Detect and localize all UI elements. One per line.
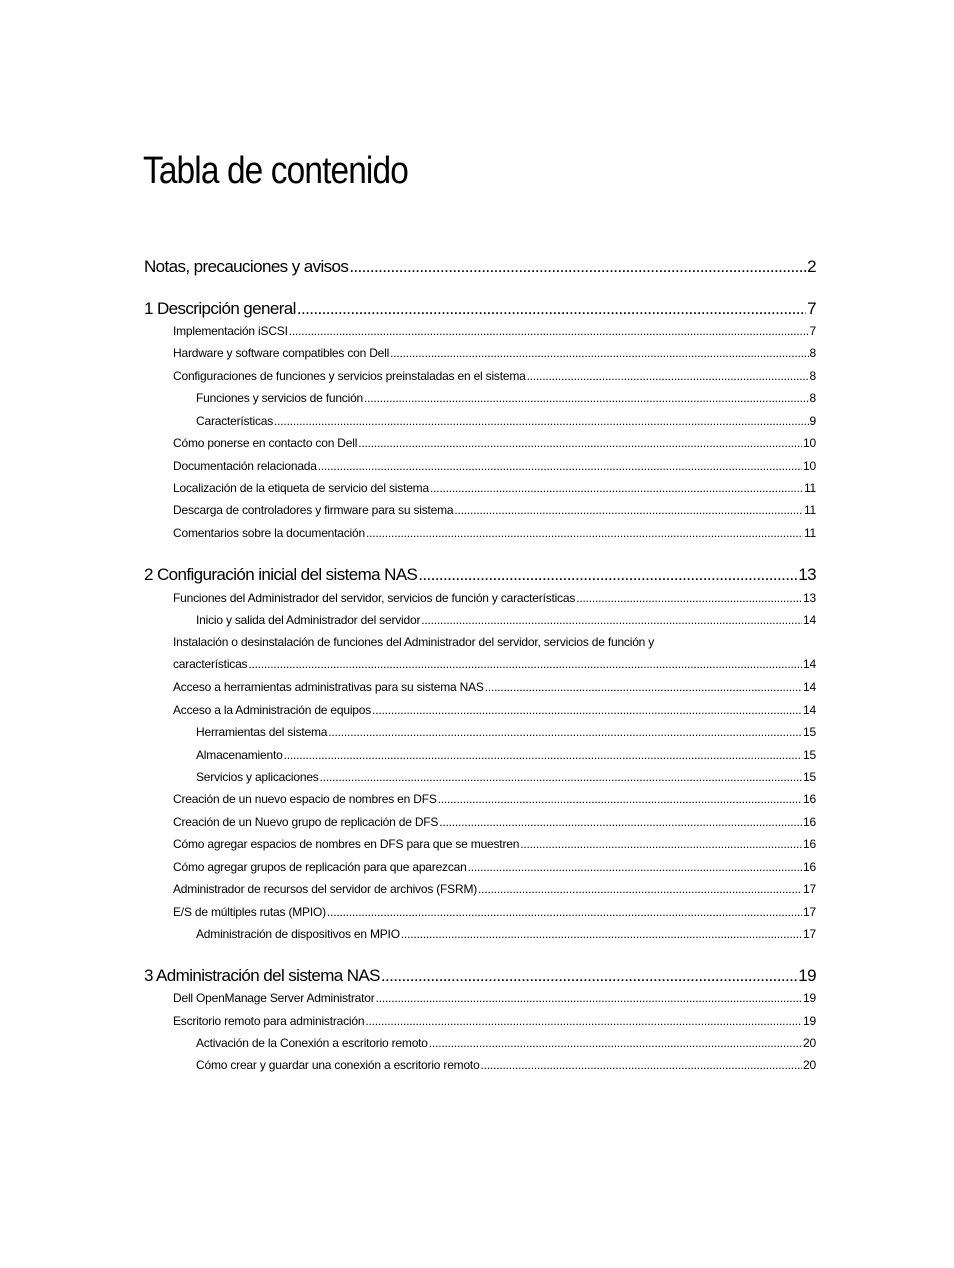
- toc-entry[interactable]: [196, 414, 816, 430]
- toc-entry-page: 2: [807, 257, 816, 276]
- toc-entry-chapter-3[interactable]: [144, 966, 816, 988]
- toc-entry-page: 11: [803, 481, 816, 495]
- toc-entry-label: Implementación iSCSI: [173, 324, 288, 338]
- dot-leader: [454, 503, 803, 517]
- toc-entry-page: 16: [803, 815, 816, 829]
- toc-entry-label: Acceso a la Administración de equipos: [173, 703, 372, 717]
- dot-leader: [390, 346, 808, 360]
- dot-leader: [439, 815, 802, 829]
- dot-leader: [248, 657, 802, 671]
- toc-entry-label: Acceso a herramientas administrativas para su sistema NAS: [173, 680, 484, 694]
- toc-entry-label-wrapped[interactable]: Instalación o desinstalación de funciones del Administrador del servidor, servicios de función y: [173, 635, 655, 649]
- toc-entry-page: 17: [803, 882, 816, 896]
- dot-leader: [576, 591, 802, 605]
- toc-entry-page: 8: [809, 346, 816, 360]
- toc-entry-label: Cómo agregar grupos de replicación para que aparezcan: [173, 860, 467, 874]
- toc-entry-page: 7: [807, 299, 816, 318]
- toc-entry-label: Cómo crear y guardar una conexión a escritorio remoto: [196, 1058, 480, 1072]
- toc-entry-page: 13: [803, 591, 816, 605]
- toc-entry-label: Cómo agregar espacios de nombres en DFS para que se muestren: [173, 837, 520, 851]
- toc-entry[interactable]: [173, 481, 816, 497]
- toc-entry[interactable]: [173, 459, 816, 475]
- toc-entry-label: Almacenamiento: [196, 748, 283, 762]
- toc-entry-label: características: [173, 657, 248, 671]
- toc-entry-page: 19: [803, 991, 816, 1005]
- toc-entry-page: 14: [803, 703, 816, 717]
- toc-entry[interactable]: [173, 837, 816, 853]
- toc-entry[interactable]: [196, 725, 816, 741]
- toc-entry-page: 20: [803, 1036, 816, 1050]
- dot-leader: [318, 459, 802, 473]
- toc-entry-label: Localización de la etiqueta de servicio del sistema: [173, 481, 429, 495]
- toc-entry-page: 14: [803, 613, 816, 627]
- toc-entry-page: 10: [803, 436, 816, 450]
- dot-leader: [429, 1036, 802, 1050]
- toc-entry[interactable]: [173, 905, 816, 921]
- toc-entry-page: 19: [803, 1014, 816, 1028]
- toc-entry[interactable]: [196, 748, 816, 764]
- toc-entry-label: 1 Descripción general: [144, 299, 296, 318]
- toc-entry-page: 11: [803, 503, 816, 517]
- toc-entry[interactable]: [173, 882, 816, 898]
- dot-leader: [274, 414, 808, 428]
- dot-leader: [485, 680, 802, 694]
- dot-leader: [372, 703, 802, 717]
- dot-leader: [365, 1014, 802, 1028]
- toc-entry[interactable]: [173, 346, 816, 362]
- dot-leader: [381, 966, 797, 986]
- toc-entry-label: Creación de un Nuevo grupo de replicación de DFS: [173, 815, 439, 829]
- toc-entry-page: 15: [803, 725, 816, 739]
- toc-entry[interactable]: [173, 703, 816, 719]
- dot-leader: [418, 565, 797, 585]
- toc-entry[interactable]: [173, 503, 816, 519]
- dot-leader: [297, 299, 806, 319]
- toc-entry-label: Configuraciones de funciones y servicios preinstaladas en el sistema: [173, 369, 526, 383]
- dot-leader: [358, 436, 802, 450]
- toc-entry[interactable]: [173, 526, 816, 542]
- toc-entry[interactable]: [173, 436, 816, 452]
- toc-entry-label: Comentarios sobre la documentación: [173, 526, 365, 540]
- dot-leader: [349, 257, 806, 277]
- toc-entry[interactable]: [173, 657, 816, 673]
- toc-entry-page: 20: [803, 1058, 816, 1072]
- toc-entry-page: 14: [803, 680, 816, 694]
- dot-leader: [289, 324, 809, 338]
- toc-entry-page: 9: [809, 414, 816, 428]
- toc-entry-label: Cómo ponerse en contacto con Dell: [173, 436, 358, 450]
- toc-entry-page: 13: [798, 565, 816, 584]
- toc-entry-label: Hardware y software compatibles con Dell: [173, 346, 390, 360]
- toc-entry-notas[interactable]: [144, 257, 816, 279]
- dot-leader: [366, 526, 803, 540]
- toc-entry[interactable]: [173, 680, 816, 696]
- toc-entry-page: 19: [798, 966, 816, 985]
- page-title: Tabla de contenido: [143, 150, 408, 192]
- toc-entry-page: 15: [803, 770, 816, 784]
- toc-entry[interactable]: [173, 324, 816, 340]
- toc-entry-label: Funciones del Administrador del servidor, servicios de función y características: [173, 591, 576, 605]
- toc-entry[interactable]: [196, 391, 816, 407]
- toc-entry-label: 2 Configuración inicial del sistema NAS: [144, 565, 418, 584]
- toc-entry-chapter-1[interactable]: [144, 299, 816, 321]
- toc-entry-label: Descarga de controladores y firmware para su sistema: [173, 503, 454, 517]
- dot-leader: [438, 792, 802, 806]
- toc-entry-label: Funciones y servicios de función: [196, 391, 364, 405]
- dot-leader: [327, 905, 802, 919]
- toc-entry-page: 16: [803, 860, 816, 874]
- toc-entry-label: E/S de múltiples rutas (MPIO): [173, 905, 326, 919]
- toc-entry[interactable]: [173, 591, 816, 607]
- toc-entry-chapter-2[interactable]: [144, 565, 816, 587]
- toc-entry-label: Creación de un nuevo espacio de nombres en DFS: [173, 792, 437, 806]
- toc-entry[interactable]: [196, 927, 816, 943]
- toc-entry-page: 17: [803, 905, 816, 919]
- toc-entry-label: Inicio y salida del Administrador del servidor: [196, 613, 421, 627]
- dot-leader: [468, 860, 802, 874]
- toc-entry-label: Características: [196, 414, 274, 428]
- toc-entry-label: Dell OpenManage Server Administrator: [173, 991, 375, 1005]
- dot-leader: [430, 481, 803, 495]
- dot-leader: [421, 613, 802, 627]
- toc-entry-label: 3 Administración del sistema NAS: [144, 966, 380, 985]
- toc-entry-label: Administración de dispositivos en MPIO: [196, 927, 400, 941]
- dot-leader: [401, 927, 802, 941]
- toc-entry-label: Escritorio remoto para administración: [173, 1014, 365, 1028]
- toc-entry[interactable]: [173, 860, 816, 876]
- toc-entry-label: Servicios y aplicaciones: [196, 770, 319, 784]
- dot-leader: [320, 770, 802, 784]
- dot-leader: [376, 991, 802, 1005]
- toc-entry-page: 15: [803, 748, 816, 762]
- dot-leader: [527, 369, 809, 383]
- toc-entry-label: Documentación relacionada: [173, 459, 317, 473]
- dot-leader: [284, 748, 802, 762]
- dot-leader: [520, 837, 802, 851]
- toc-entry[interactable]: [173, 792, 816, 808]
- dot-leader: [328, 725, 802, 739]
- toc-entry-label: Administrador de recursos del servidor de archivos (FSRM): [173, 882, 478, 896]
- dot-leader: [364, 391, 808, 405]
- toc-entry[interactable]: [196, 770, 816, 786]
- toc-entry-page: 17: [803, 927, 816, 941]
- toc-entry-label: Herramientas del sistema: [196, 725, 328, 739]
- toc-entry[interactable]: [196, 1058, 816, 1074]
- toc-entry[interactable]: [173, 1014, 816, 1030]
- toc-entry[interactable]: [173, 369, 816, 385]
- toc-entry-page: 16: [803, 837, 816, 851]
- toc-entry[interactable]: [173, 991, 816, 1007]
- toc-entry-page: 7: [809, 324, 816, 338]
- toc-entry-page: 10: [803, 459, 816, 473]
- toc-entry[interactable]: [196, 1036, 816, 1052]
- toc-entry-page: 14: [803, 657, 816, 671]
- dot-leader: [481, 1058, 803, 1072]
- toc-entry-label: Notas, precauciones y avisos: [144, 257, 349, 276]
- toc-entry[interactable]: [173, 815, 816, 831]
- toc-entry-page: 16: [803, 792, 816, 806]
- toc-entry-page: 11: [803, 526, 816, 540]
- dot-leader: [478, 882, 802, 896]
- toc-entry-label: Activación de la Conexión a escritorio remoto: [196, 1036, 428, 1050]
- toc-entry-page: 8: [809, 391, 816, 405]
- toc-entry[interactable]: [196, 613, 816, 629]
- toc-entry-page: 8: [809, 369, 816, 383]
